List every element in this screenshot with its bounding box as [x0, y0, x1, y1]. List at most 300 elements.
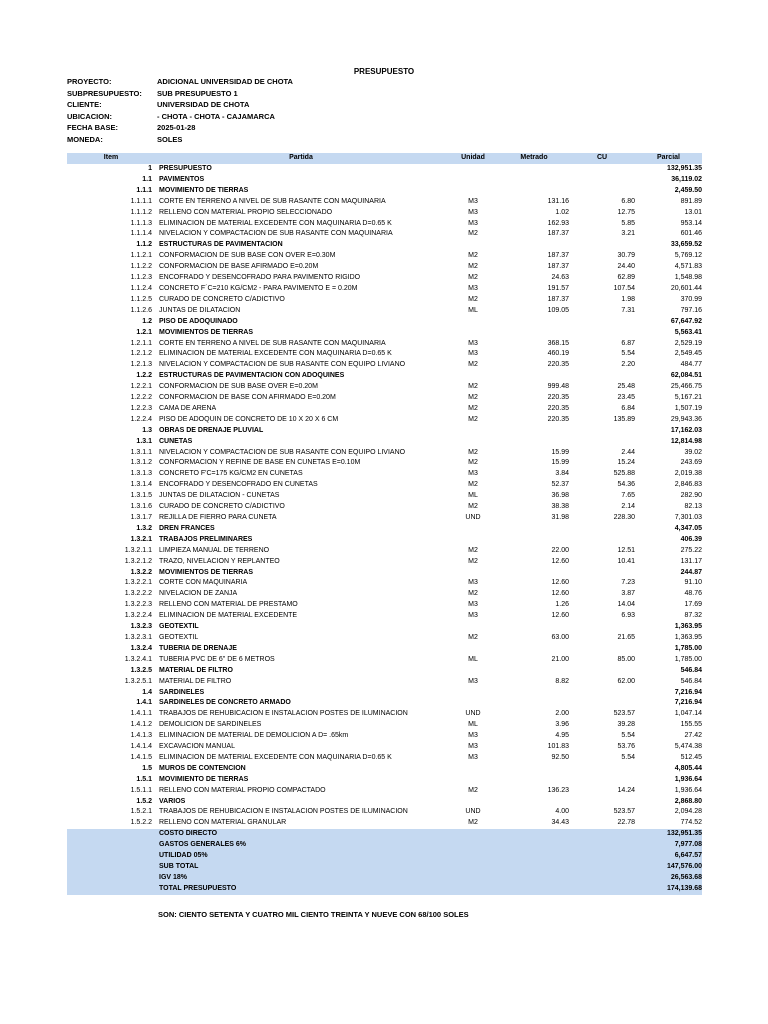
cell-cu: 107.54	[613, 284, 635, 292]
cell-parcial: 17,162.03	[670, 426, 702, 434]
cell-item: 1.4.1.5	[130, 753, 152, 761]
summary-label: TOTAL PRESUPUESTO	[155, 884, 635, 895]
cell-cu	[569, 797, 635, 808]
cell-cu: 6.84	[621, 404, 635, 412]
table-row	[67, 797, 702, 808]
cell-parcial: 275.22	[680, 546, 702, 554]
cell-partida: DEMOLICION DE SARDINELES	[159, 721, 262, 729]
cell-unidad	[447, 328, 499, 339]
cell-item: 1.3.2.2.1	[124, 579, 152, 587]
cell-item: 1.2	[142, 317, 152, 325]
table-row	[67, 568, 702, 579]
cell-unidad: M2	[468, 819, 478, 827]
cell-item: 1.4.1.4	[130, 743, 152, 751]
cell-partida: NIVELACION DE ZANJA	[159, 590, 238, 598]
cell-item: 1.3.1.6	[130, 503, 152, 511]
summary-row	[67, 840, 702, 851]
header-label: MONEDA:	[67, 135, 103, 144]
cell-parcial: 797.16	[680, 306, 702, 314]
cell-metrado: 136.23	[547, 786, 569, 794]
cell-metrado: 36.98	[551, 492, 569, 500]
table-row	[67, 524, 702, 535]
table-row	[67, 546, 702, 557]
cell-metrado	[499, 688, 569, 699]
cell-parcial: 1,936.64	[674, 786, 702, 794]
cell-unidad: ML	[468, 306, 478, 314]
cell-partida: CONCRETO F'C=175 KG/CM2 EN CUNETAS	[159, 470, 303, 478]
cell-unidad: M2	[468, 383, 478, 391]
cell-unidad: M3	[468, 208, 478, 216]
cell-metrado: 24.63	[551, 274, 569, 282]
cell-partida: NIVELACION Y COMPACTACION DE SUB RASANTE CON EQUIPO LIVIANO	[159, 361, 406, 369]
cell-cu: 62.89	[617, 274, 635, 282]
cell-item: 1.3.2.1.1	[124, 546, 152, 554]
table-row	[67, 317, 702, 328]
cell-parcial: 1,363.95	[674, 623, 702, 631]
summary-body	[67, 829, 702, 894]
cell-partida: ENCOFRADO Y DESENCOFRADO PARA PAVIMENTO RIGIDO	[159, 274, 361, 282]
cell-cu: 24.40	[617, 263, 635, 271]
header-value: UNIVERSIDAD DE CHOTA	[157, 100, 250, 110]
cell-partida: ESTRUCTURAS DE PAVIMENTACION	[159, 241, 283, 249]
header-label: PROYECTO:	[67, 77, 112, 86]
table-row	[67, 175, 702, 186]
cell-item: 1.5.1	[136, 775, 152, 783]
summary-spacer	[67, 840, 155, 851]
table-row	[67, 622, 702, 633]
header-value: - CHOTA - CHOTA - CAJAMARCA	[157, 111, 275, 121]
cell-item: 1.3.1.5	[130, 492, 152, 500]
cell-cu: 25.48	[617, 383, 635, 391]
cell-unidad: M3	[468, 732, 478, 740]
header-label: SUBPRESUPUESTO:	[67, 88, 142, 98]
cell-partida: CONCRETO F´C=210 KG/CM2 - PARA PAVIMENTO E = 0.20M	[159, 284, 358, 292]
cell-metrado	[499, 622, 569, 633]
cell-item: 1.5.2.2	[130, 819, 152, 827]
cell-metrado: 187.37	[547, 295, 569, 303]
cell-cu: 7.31	[621, 306, 635, 314]
cell-parcial: 5,474.38	[674, 743, 702, 751]
cell-unidad: M2	[468, 448, 478, 456]
cell-item: 1.2.2.4	[130, 415, 152, 423]
cell-unidad: M2	[468, 252, 478, 260]
table-row	[67, 786, 702, 797]
cell-metrado: 34.43	[551, 819, 569, 827]
header-label: FECHA BASE:	[67, 123, 118, 133]
cell-item: 1.2.2.1	[130, 383, 152, 391]
budget-table	[67, 153, 702, 895]
cell-partida: CAMA DE ARENA	[159, 404, 217, 412]
table-row	[67, 360, 702, 371]
header-field	[67, 122, 467, 133]
cell-unidad: M2	[468, 295, 478, 303]
summary-label: IGV 18%	[155, 873, 635, 884]
cell-cu: 2.14	[621, 503, 635, 511]
cell-parcial: 1,047.14	[674, 710, 702, 718]
cell-cu: 23.45	[617, 394, 635, 402]
cell-metrado: 220.35	[547, 394, 569, 402]
cell-partida: PISO DE ADOQUINADO	[159, 317, 238, 325]
cell-item: 1.1	[142, 175, 152, 183]
cell-item: 1.5.2.1	[130, 808, 152, 816]
cell-item: 1.2.1.2	[130, 350, 152, 358]
cell-parcial: 282.90	[680, 492, 702, 500]
cell-cu	[569, 666, 635, 677]
cell-partida: SARDINELES DE CONCRETO ARMADO	[159, 699, 291, 707]
cell-parcial: 13.01	[684, 208, 702, 216]
cell-unidad	[447, 437, 499, 448]
cell-item: 1.1.2.2	[130, 263, 152, 271]
table-row	[67, 600, 702, 611]
cell-metrado	[499, 568, 569, 579]
cell-metrado: 999.48	[547, 383, 569, 391]
cell-metrado: 220.35	[547, 361, 569, 369]
cell-item: 1.3.2.4	[130, 644, 152, 652]
cell-cu	[569, 622, 635, 633]
cell-partida: EXCAVACION MANUAL	[159, 743, 235, 751]
table-row	[67, 578, 702, 589]
cell-parcial: 1,548.98	[674, 274, 702, 282]
cell-metrado: 191.57	[547, 284, 569, 292]
cell-metrado: 12.60	[551, 579, 569, 587]
summary-label: GASTOS GENERALES 6%	[155, 840, 635, 851]
cell-parcial: 7,216.94	[674, 688, 702, 696]
cell-item: 1.5.2	[136, 797, 152, 805]
cell-cu: 6.93	[621, 612, 635, 620]
cell-metrado	[499, 328, 569, 339]
cell-cu: 5.54	[621, 753, 635, 761]
table-row	[67, 240, 702, 251]
cell-unidad: M2	[468, 590, 478, 598]
cell-unidad	[447, 568, 499, 579]
cell-cu	[569, 568, 635, 579]
table-row	[67, 393, 702, 404]
cell-partida: MOVIMIENTOS DE TIERRAS	[159, 568, 253, 576]
table-row	[67, 677, 702, 688]
table-row	[67, 764, 702, 775]
cell-partida: CORTE CON MAQUINARIA	[159, 579, 248, 587]
cell-item: 1.3.2.5	[130, 666, 152, 674]
cell-item: 1.1.2.4	[130, 284, 152, 292]
cell-unidad	[447, 175, 499, 186]
cell-parcial: 131.17	[680, 557, 702, 565]
col-partida-header: Partida	[155, 153, 447, 164]
cell-unidad: M3	[468, 339, 478, 347]
cell-metrado: 8.82	[555, 677, 569, 685]
cell-partida: TRAZO, NIVELACION Y REPLANTEO	[159, 557, 280, 565]
cell-metrado: 31.98	[551, 514, 569, 521]
cell-unidad: M2	[468, 546, 478, 554]
cell-cu: 525.88	[613, 470, 635, 478]
cell-unidad: M2	[468, 361, 478, 369]
cell-partida: PAVIMENTOS	[159, 175, 205, 183]
cell-metrado	[499, 175, 569, 186]
cell-parcial: 512.45	[680, 753, 702, 761]
cell-metrado: 220.35	[547, 404, 569, 412]
cell-partida: RELLENO CON MATERIAL GRANULAR	[159, 819, 287, 827]
header-value: ADICIONAL UNIVERSIDAD DE CHOTA	[157, 77, 293, 86]
cell-item: 1.3.2.3.1	[124, 633, 152, 641]
col-metrado-header: Metrado	[499, 153, 569, 164]
cell-parcial: 39.02	[684, 448, 702, 456]
cell-item: 1.3.2.2.2	[124, 590, 152, 598]
cell-partida: REJILLA DE FIERRO PARA CUNETA	[159, 514, 277, 521]
cell-unidad: ML	[468, 721, 478, 729]
cell-metrado: 187.37	[547, 252, 569, 260]
cell-unidad: M3	[468, 743, 478, 751]
table-body	[67, 164, 702, 829]
table-row	[67, 720, 702, 731]
cell-partida: DREN FRANCES	[159, 524, 215, 532]
cell-unidad: UND	[465, 808, 481, 816]
cell-unidad: M2	[468, 481, 478, 489]
cell-metrado: 3.96	[555, 721, 569, 729]
cell-unidad: M3	[468, 601, 478, 609]
table-row	[67, 262, 702, 273]
cell-cu: 85.00	[617, 655, 635, 663]
table-row	[67, 349, 702, 360]
table-row	[67, 295, 702, 306]
cell-partida: NIVELACION Y COMPACTACION DE SUB RASANTE CON MAQUINARIA	[159, 230, 393, 238]
table-row	[67, 688, 702, 699]
cell-partida: MOVIMIENTO DE TIERRAS	[159, 186, 249, 194]
cell-cu	[569, 775, 635, 786]
cell-unidad	[447, 317, 499, 328]
table-row	[67, 186, 702, 197]
table-row	[67, 742, 702, 753]
cell-partida: CORTE EN TERRENO A NIVEL DE SUB RASANTE CON MAQUINARIA	[159, 339, 386, 347]
cell-partida: RELLENO CON MATERIAL DE PRESTAMO	[159, 601, 298, 609]
table-row	[67, 208, 702, 219]
summary-value: 26,563.68	[635, 873, 702, 884]
cell-cu	[569, 175, 635, 186]
cell-cu	[569, 328, 635, 339]
cell-item: 1.4.1.2	[130, 721, 152, 729]
cell-metrado: 92.50	[551, 753, 569, 761]
cell-partida: ELIMINACION DE MATERIAL EXCEDENTE CON MAQUINARIA D=0.65 K	[159, 219, 392, 227]
cell-metrado	[499, 775, 569, 786]
cell-parcial: 243.69	[680, 459, 702, 467]
table-row	[67, 491, 702, 502]
cell-unidad: M2	[468, 230, 478, 238]
summary-label: UTILIDAD 05%	[155, 851, 635, 862]
header-value: SUB PRESUPUESTO 1	[157, 88, 238, 98]
cell-cu	[569, 698, 635, 709]
table-row	[67, 589, 702, 600]
summary-spacer	[67, 829, 155, 840]
cell-item: 1.1.1.3	[130, 219, 152, 227]
table-row	[67, 611, 702, 622]
cell-cu: 53.76	[617, 743, 635, 751]
cell-cu: 523.57	[613, 808, 635, 816]
table-header-row	[67, 153, 702, 164]
table-row	[67, 328, 702, 339]
cell-cu: 10.41	[617, 557, 635, 565]
cell-cu: 228.30	[613, 514, 635, 521]
cell-metrado	[499, 524, 569, 535]
cell-unidad	[447, 426, 499, 437]
cell-parcial: 17.69	[684, 601, 702, 609]
header-field	[67, 76, 467, 87]
cell-parcial: 5,167.21	[674, 394, 702, 402]
table-row	[67, 666, 702, 677]
cell-parcial: 36,119.02	[671, 175, 702, 183]
cell-unidad	[447, 524, 499, 535]
cell-parcial: 4,347.05	[674, 524, 702, 532]
summary-label: SUB TOTAL	[155, 862, 635, 873]
cell-metrado: 187.37	[547, 263, 569, 271]
cell-metrado: 15.99	[551, 448, 569, 456]
cell-unidad: M3	[468, 470, 478, 478]
header-label: UBICACION:	[67, 111, 112, 121]
cell-partida: MATERIAL DE FILTRO	[159, 677, 232, 685]
table-row	[67, 306, 702, 317]
cell-parcial: 5,563.41	[674, 328, 702, 336]
cell-item: 1.3.1.1	[130, 448, 152, 456]
header-label: CLIENTE:	[67, 100, 102, 110]
cell-metrado: 131.16	[547, 197, 569, 205]
cell-cu: 7.65	[621, 492, 635, 500]
cell-unidad: M2	[468, 415, 478, 423]
cell-metrado: 12.60	[551, 557, 569, 565]
cell-cu: 6.87	[621, 339, 635, 347]
cell-partida: OBRAS DE DRENAJE PLUVIAL	[159, 426, 264, 434]
cell-partida: GEOTEXTIL	[159, 633, 199, 641]
cell-metrado: 38.38	[551, 503, 569, 511]
summary-row	[67, 884, 702, 895]
cell-partida: PISO DE ADOQUIN DE CONCRETO DE 10 X 20 X 6 CM	[159, 415, 339, 423]
cell-metrado	[499, 644, 569, 655]
summary-row	[67, 851, 702, 862]
table-row	[67, 709, 702, 720]
cell-parcial: 2,868.80	[674, 797, 702, 805]
cell-partida: MOVIMIENTO DE TIERRAS	[159, 775, 249, 783]
cell-partida: JUNTAS DE DILATACION	[159, 306, 241, 314]
cell-parcial: 33,659.52	[670, 241, 702, 249]
summary-spacer	[67, 873, 155, 884]
cell-cu: 22.78	[617, 819, 635, 827]
cell-cu	[569, 524, 635, 535]
cell-parcial: 2,459.50	[674, 186, 702, 194]
cell-unidad: M3	[468, 284, 478, 292]
cell-parcial: 1,507.19	[674, 404, 702, 412]
document-title: PRESUPUESTO	[353, 67, 415, 76]
cell-unidad	[447, 764, 499, 775]
cell-item: 1.4.1.1	[130, 710, 152, 718]
cell-partida: VARIOS	[159, 797, 186, 805]
cell-parcial: 67,647.92	[670, 317, 702, 325]
summary-label: COSTO DIRECTO	[155, 829, 635, 840]
cell-partida: CONFORMACION DE SUB BASE OVER E=0.20M	[159, 383, 318, 391]
cell-cu: 135.89	[613, 415, 635, 423]
header-value: SOLES	[157, 135, 183, 144]
cell-cu	[569, 688, 635, 699]
table-row	[67, 513, 702, 524]
cell-parcial: 484.77	[680, 361, 702, 369]
cell-cu: 3.21	[621, 230, 635, 238]
header-value: 2025-01-28	[157, 123, 196, 133]
cell-item: 1.2.2	[136, 372, 152, 380]
cell-partida: MOVIMIENTOS DE TIERRAS	[159, 328, 253, 336]
cell-item: 1.4.1	[136, 699, 152, 707]
cell-item: 1.4.1.3	[130, 732, 152, 740]
cell-partida: CURADO DE CONCRETO C/ADICTIVO	[159, 503, 285, 511]
col-item-header: Item	[67, 153, 155, 164]
cell-unidad	[447, 164, 499, 175]
cell-cu: 6.80	[621, 197, 635, 205]
cell-cu: 2.20	[621, 361, 635, 369]
cell-item: 1.3.2.2.3	[124, 601, 152, 609]
cell-parcial: 953.14	[680, 219, 702, 227]
cell-parcial: 87.32	[684, 612, 702, 620]
cell-partida: JUNTAS DE DILATACION - CUNETAS	[159, 492, 280, 500]
table-row	[67, 502, 702, 513]
cell-unidad: M2	[468, 394, 478, 402]
cell-partida: ELIMINACION DE MATERIAL EXCEDENTE CON MAQUINARIA D=0.65 K	[159, 753, 392, 761]
cell-metrado: 63.00	[551, 633, 569, 641]
table-row	[67, 284, 702, 295]
cell-cu: 1.98	[621, 295, 635, 303]
cell-metrado: 101.83	[547, 743, 569, 751]
cell-item: 1.3.2	[136, 524, 152, 532]
cell-unidad: ML	[468, 492, 478, 500]
cell-parcial: 2,846.83	[674, 481, 702, 489]
cell-cu: 15.24	[617, 459, 635, 467]
cell-item: 1.3.2.2	[130, 568, 152, 576]
cell-item: 1.3.2.4.1	[124, 655, 152, 663]
cell-metrado: 3.84	[555, 470, 569, 478]
cell-unidad	[447, 371, 499, 382]
cell-parcial: 1,936.64	[674, 775, 702, 783]
cell-cu: 39.28	[617, 721, 635, 729]
cell-parcial: 48.76	[684, 590, 702, 598]
cell-cu	[569, 371, 635, 382]
cell-parcial: 406.39	[680, 535, 702, 543]
table-row	[67, 229, 702, 240]
cell-unidad	[447, 240, 499, 251]
cell-unidad: M2	[468, 633, 478, 641]
table-row	[67, 753, 702, 764]
cell-partida: ESTRUCTURAS DE PAVIMENTACION CON ADOQUINES	[159, 372, 345, 380]
cell-parcial: 7,216.94	[674, 699, 702, 707]
cell-parcial: 20,601.44	[670, 284, 702, 292]
cell-item: 1.5	[142, 764, 152, 772]
cell-unidad	[447, 666, 499, 677]
cell-item: 1.1.1.4	[130, 230, 152, 238]
cell-item: 1.3.1.3	[130, 470, 152, 478]
cell-metrado	[499, 317, 569, 328]
cell-partida: TRABAJOS DE REHUBICACION E INSTALACION POSTES DE ILUMINACION	[159, 710, 408, 718]
cell-metrado: 4.95	[555, 732, 569, 740]
amount-in-words: SON: CIENTO SETENTA Y CUATRO MIL CIENTO TREINTA Y NUEVE CON 68/100 SOLES	[158, 910, 469, 919]
cell-partida: SARDINELES	[159, 688, 205, 696]
summary-spacer	[67, 851, 155, 862]
cell-unidad: M3	[468, 219, 478, 227]
cell-cu: 21.65	[617, 633, 635, 641]
cell-metrado: 22.00	[551, 546, 569, 554]
cell-item: 1.2.1.3	[130, 361, 152, 369]
cell-item: 1.3.1.4	[130, 481, 152, 489]
table-row	[67, 251, 702, 262]
cell-partida: NIVELACION Y COMPACTACION DE SUB RASANTE CON EQUIPO LIVIANO	[159, 448, 406, 456]
cell-cu: 5.54	[621, 350, 635, 358]
cell-metrado: 12.60	[551, 590, 569, 598]
cell-item: 1.1.1.2	[130, 208, 152, 216]
cell-unidad: UND	[465, 710, 481, 718]
col-parcial-header: Parcial	[635, 153, 702, 164]
cell-parcial: 774.52	[680, 819, 702, 827]
cell-metrado	[499, 164, 569, 175]
